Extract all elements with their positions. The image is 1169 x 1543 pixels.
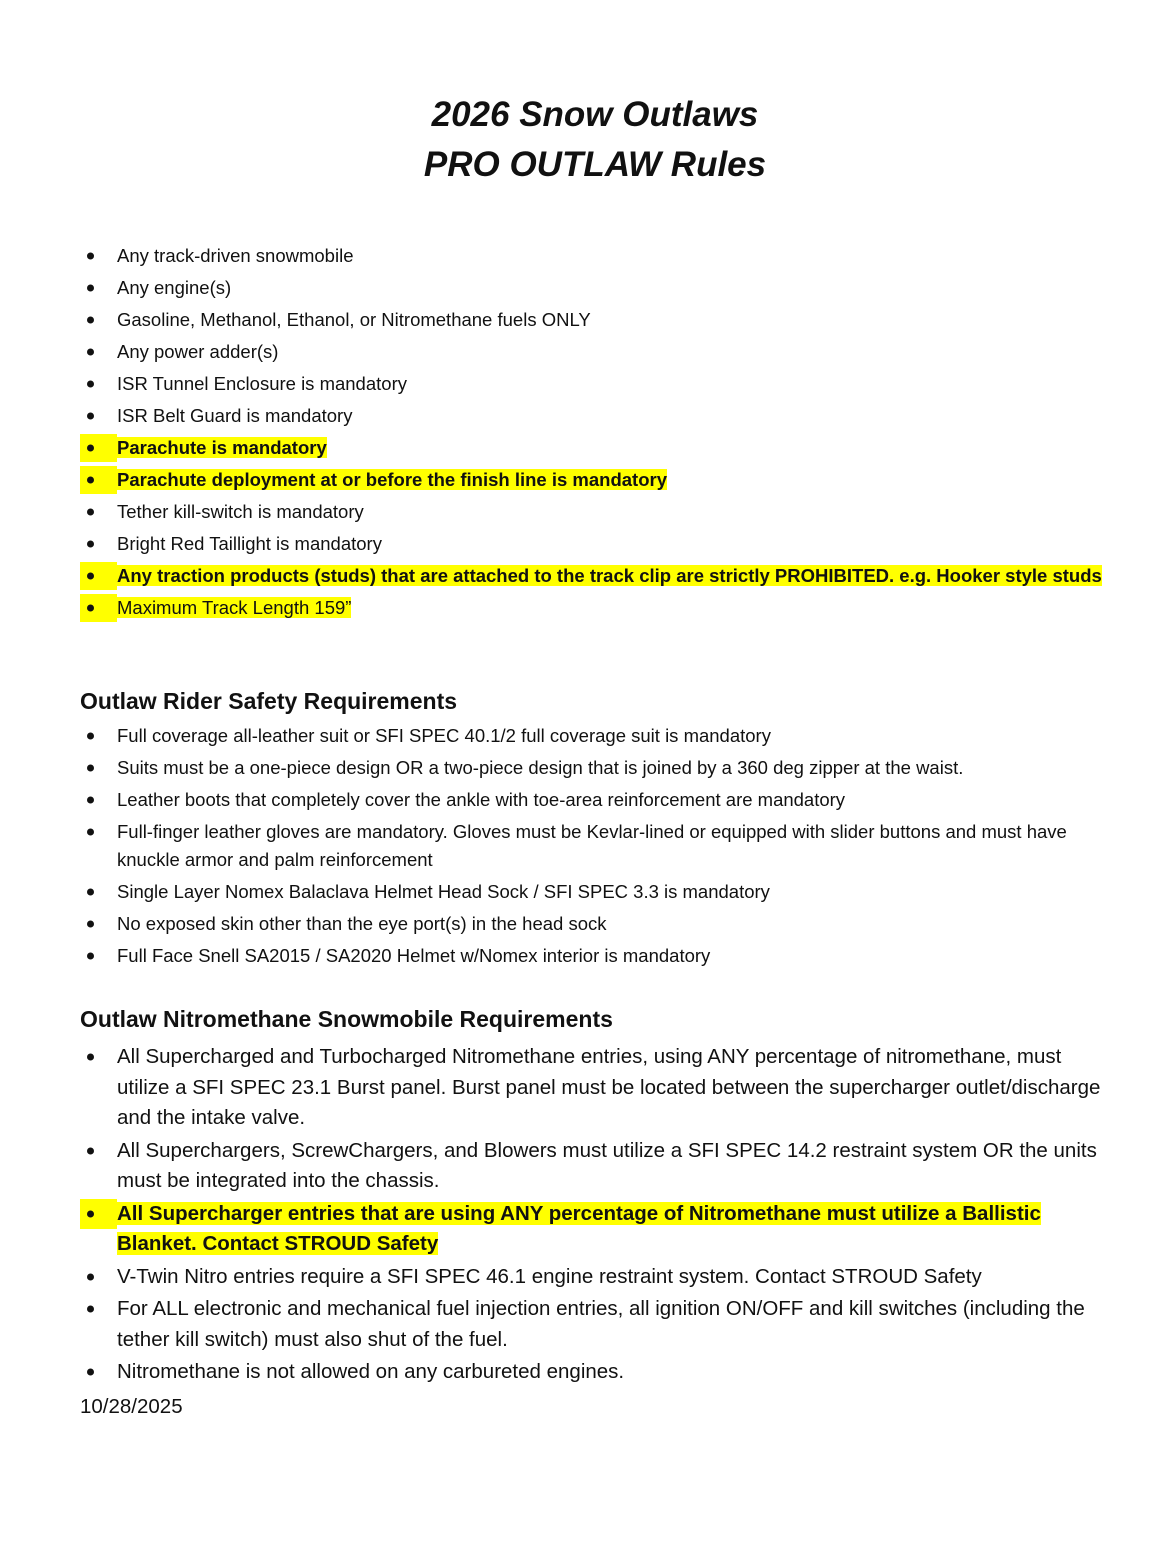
list-item-text: Leather boots that completely cover the ankle with toe-area reinforcement are mandatory [117, 789, 846, 810]
bullet-icon [80, 818, 117, 846]
list-item [80, 910, 1110, 938]
document-title [0, 90, 1169, 190]
list-item-text: Tether kill-switch is mandatory [117, 501, 364, 522]
list-item-text: Maximum Track Length 159” [117, 597, 352, 618]
list-item-text: Bright Red Taillight is mandatory [117, 533, 382, 554]
list-item-text: For ALL electronic and mechanical fuel injection entries, all ignition ON/OFF and kill switches (including the tether kill switch) must also shut of the fuel. [117, 1297, 1085, 1351]
bullet-icon [80, 402, 117, 430]
bullet-icon [80, 466, 117, 494]
list-item-text: Full Face Snell SA2015 / SA2020 Helmet w/Nomex interior is mandatory [117, 945, 711, 966]
list-item [80, 338, 1110, 366]
rider-safety-heading: Outlaw Rider Safety Requirements [80, 688, 458, 714]
bullet-icon [80, 1199, 117, 1230]
list-item [80, 562, 1110, 590]
list-item [80, 274, 1110, 302]
bullet-icon [80, 338, 117, 366]
bullet-icon [80, 942, 117, 970]
list-item [80, 1042, 1110, 1134]
list-item-text: ISR Tunnel Enclosure is mandatory [117, 373, 407, 394]
list-item [80, 754, 1110, 782]
list-item [80, 594, 1110, 622]
list-item-text: Any power adder(s) [117, 341, 279, 362]
list-item [80, 242, 1110, 270]
list-item [80, 942, 1110, 970]
bullet-icon [80, 1136, 117, 1167]
bullet-icon [80, 498, 117, 526]
bullet-icon [80, 434, 117, 462]
bullet-icon [80, 562, 117, 590]
list-item-text: Any track-driven snowmobile [117, 245, 354, 266]
list-item-text: Any engine(s) [117, 277, 232, 298]
list-item-text: Gasoline, Methanol, Ethanol, or Nitromethane fuels ONLY [117, 309, 591, 330]
list-item-text: Full-finger leather gloves are mandatory. Gloves must be Kevlar-lined or equipped with slider buttons and must have knuckle armor and palm reinforcement [117, 821, 1067, 870]
list-item [80, 370, 1110, 398]
list-item-text: Parachute deployment at or before the finish line is mandatory [117, 469, 667, 490]
list-item-text: No exposed skin other than the eye port(s) in the head sock [117, 913, 607, 934]
bullet-icon [80, 754, 117, 782]
list-item-text: V-Twin Nitro entries require a SFI SPEC 46.1 engine restraint system. Contact STROUD Safety [117, 1264, 982, 1288]
list-item [80, 1294, 1110, 1355]
list-item-text: Single Layer Nomex Balaclava Helmet Head Sock / SFI SPEC 3.3 is mandatory [117, 881, 770, 902]
list-item-text: Nitromethane is not allowed on any carbureted engines. [117, 1360, 625, 1383]
list-item [80, 1136, 1110, 1197]
list-item [80, 498, 1110, 526]
bullet-icon [80, 1042, 117, 1073]
list-item [80, 818, 1110, 874]
list-item-text: All Supercharger entries that are using ANY percentage of Nitromethane must utilize a Ballistic Blanket. Contact STROUD Safety [117, 1201, 1041, 1255]
bullet-icon [80, 242, 117, 270]
title-line-2: PRO OUTLAW Rules [423, 145, 767, 184]
bullet-icon [80, 530, 117, 558]
list-item-text: ISR Belt Guard is mandatory [117, 405, 353, 426]
list-item [80, 402, 1110, 430]
bullet-icon [80, 722, 117, 750]
bullet-icon [80, 786, 117, 814]
document-date: 10/28/2025 [80, 1395, 183, 1418]
list-item [80, 1199, 1110, 1260]
bullet-icon [80, 1262, 117, 1293]
bullet-icon [80, 910, 117, 938]
list-item [80, 722, 1110, 750]
list-item-text: Suits must be a one-piece design OR a two-piece design that is joined by a 360 deg zipper at the waist. [117, 757, 964, 778]
list-item [80, 530, 1110, 558]
list-item-text: All Supercharged and Turbocharged Nitromethane entries, using ANY percentage of nitromethane, must utilize a SFI SPEC 23.1 Burst panel. Burst panel must be located between the supercharger outlet/discharge and the intake valve. [117, 1045, 1101, 1129]
nitro-heading: Outlaw Nitromethane Snowmobile Requirements [80, 1006, 613, 1032]
general-rules-list [80, 242, 1110, 626]
title-line-1: 2026 Snow Outlaws [431, 95, 759, 134]
rider-safety-list [80, 722, 1110, 974]
bullet-icon [80, 1357, 117, 1388]
list-item [80, 306, 1110, 334]
bullet-icon [80, 274, 117, 302]
bullet-icon [80, 370, 117, 398]
list-item [80, 1357, 1110, 1388]
list-item [80, 434, 1110, 462]
list-item-text: Parachute is mandatory [117, 437, 327, 458]
list-item [80, 466, 1110, 494]
list-item [80, 878, 1110, 906]
list-item-text: Full coverage all-leather suit or SFI SPEC 40.1/2 full coverage suit is mandatory [117, 725, 771, 746]
bullet-icon [80, 594, 117, 622]
bullet-icon [80, 878, 117, 906]
bullet-icon [80, 1294, 117, 1325]
bullet-icon [80, 306, 117, 334]
list-item [80, 1262, 1110, 1293]
list-item [80, 786, 1110, 814]
list-item-text: Any traction products (studs) that are attached to the track clip are strictly PROHIBITED. e.g. Hooker style studs [117, 565, 1102, 586]
list-item-text: All Superchargers, ScrewChargers, and Blowers must utilize a SFI SPEC 14.2 restraint system OR the units must be integrated into the chassis. [117, 1138, 1097, 1192]
nitro-requirements-list [80, 1042, 1110, 1390]
